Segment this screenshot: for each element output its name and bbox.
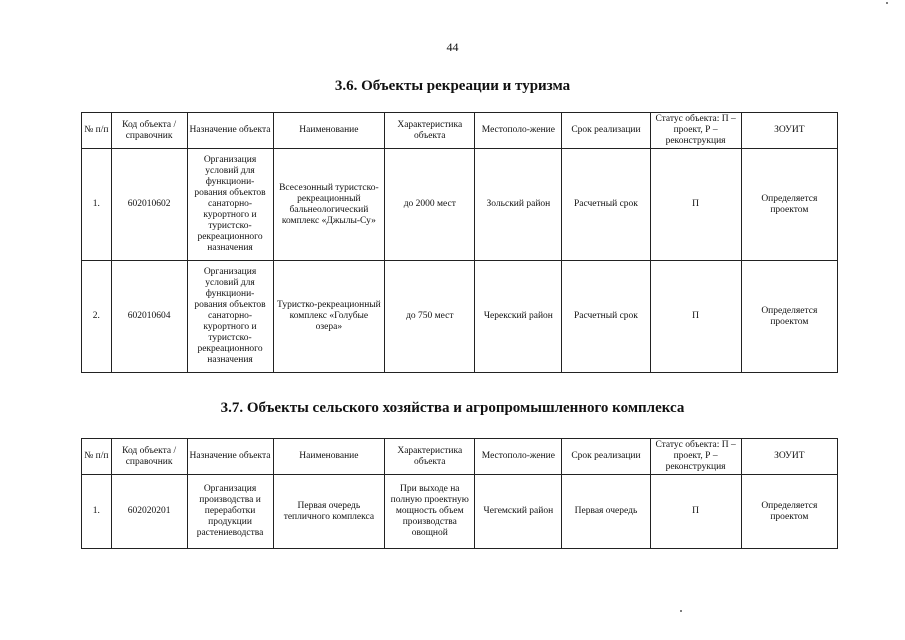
cell-status: П [650,475,741,549]
table-row [82,261,838,373]
header-characteristic: Характеристика объекта [385,113,475,149]
section-title-agriculture: 3.7. Объекты сельского хозяйства и агропромышленного комплекса [220,400,685,416]
header-code: Код объекта / справочник [111,113,187,149]
cell-characteristic: до 750 мест [385,261,475,373]
scan-speck [680,610,682,612]
cell-name: Всесезонный туристско-рекреационный бальнеологический комплекс «Джылы-Су» [273,149,385,261]
cell-code: 602010602 [111,149,187,261]
cell-code: 602020201 [111,475,187,549]
cell-characteristic: При выходе на полную проектную мощность объем производства овощной [385,475,475,549]
header-status: Статус объекта: П – проект, Р – реконструкция [650,113,741,149]
recreation-objects-table [81,112,838,373]
cell-purpose: Организация производства и переработки продукции растениеводства [187,475,273,549]
cell-zouit: Определяется проектом [741,475,837,549]
cell-term: Расчетный срок [562,261,650,373]
cell-name: Туристко-рекреационный комплекс «Голубые озера» [273,261,385,373]
header-location: Местополо-жение [475,113,562,149]
cell-purpose: Организация условий для функциони-рования объектов санаторно-курортного и туристско-рекреационного назначения [187,149,273,261]
section-title-recreation: 3.6. Объекты рекреации и туризма [334,78,571,94]
table-header-row [82,439,838,475]
header-name: Наименование [273,439,385,475]
cell-location: Зольский район [475,149,562,261]
header-characteristic: Характеристика объекта [385,439,475,475]
cell-status: П [650,149,741,261]
cell-term: Расчетный срок [562,149,650,261]
header-status: Статус объекта: П – проект, Р – реконструкция [650,439,741,475]
table-header-row [82,113,838,149]
header-purpose: Назначение объекта [187,113,273,149]
header-name: Наименование [273,113,385,149]
cell-num: 2. [82,261,112,373]
header-zouit: ЗОУИТ [741,113,837,149]
header-term: Срок реализации [562,439,650,475]
header-code: Код объекта / справочник [111,439,187,475]
table-row [82,149,838,261]
agriculture-objects-table [81,438,838,549]
table-row [82,475,838,549]
header-num: № п/п [82,439,112,475]
cell-purpose: Организация условий для функциони-рования объектов санаторно-курортного и туристско-рекреационного назначения [187,261,273,373]
header-num: № п/п [82,113,112,149]
header-term: Срок реализации [562,113,650,149]
cell-code: 602010604 [111,261,187,373]
cell-term: Первая очередь [562,475,650,549]
cell-status: П [650,261,741,373]
cell-location: Черекский район [475,261,562,373]
page-number: 44 [446,40,459,54]
scan-speck [886,2,888,4]
cell-num: 1. [82,149,112,261]
cell-location: Чегемский район [475,475,562,549]
header-purpose: Назначение объекта [187,439,273,475]
header-location: Местополо-жение [475,439,562,475]
header-zouit: ЗОУИТ [741,439,837,475]
cell-zouit: Определяется проектом [741,149,837,261]
cell-zouit: Определяется проектом [741,261,837,373]
cell-characteristic: до 2000 мест [385,149,475,261]
cell-num: 1. [82,475,112,549]
cell-name: Первая очередь тепличного комплекса [273,475,385,549]
